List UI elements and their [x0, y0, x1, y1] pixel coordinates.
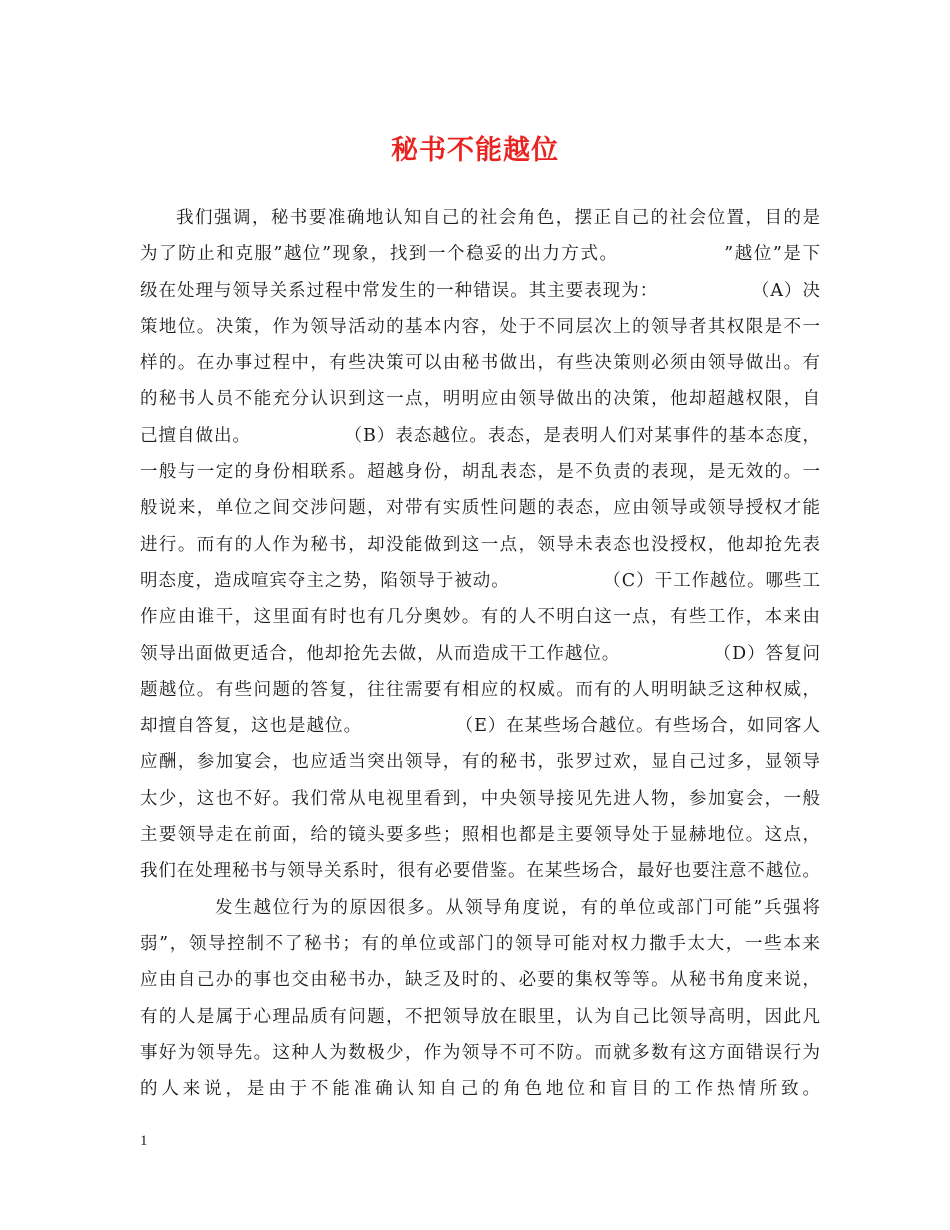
- document-body: [140, 200, 820, 1107]
- text-line: 发生越位行为的原因很多。从领导角度说，有的单位或部门可能”兵强将: [215, 897, 820, 918]
- text-line: 事好为领导先。这种人为数极少，作为领导不可不防。而就多数有这方面错误行为: [140, 1042, 820, 1063]
- text-line: 领导出面做更适合，他却抢先去做，从而造成干工作越位。 （D）答复问: [140, 643, 820, 664]
- text-line: 一般与一定的身份相联系。超越身份，胡乱表态，是不负责的表现，是无效的。一: [140, 462, 820, 483]
- page-title: 秘书不能越位: [391, 135, 559, 166]
- text-line: 我们强调，秘书要准确地认知自己的社会角色，摆正自己的社会位置，目的是: [176, 208, 820, 228]
- text-line: 样的。在办事过程中，有些决策可以由秘书做出，有些决策则必须由领导做出。有: [140, 353, 820, 374]
- text-line: 为了防止和克服”越位”现象，找到一个稳妥的出力方式。 ”越位”是下: [140, 244, 820, 265]
- page-number: 1: [140, 1133, 148, 1149]
- text-line: 题越位。有些问题的答复，往往需要有相应的权威。而有的人明明缺乏这种权威，: [140, 679, 820, 700]
- text-line: 进行。而有的人作为秘书，却没能做到这一点，领导未表态也没授权，他却抢先表: [140, 534, 820, 555]
- text-line: 应酬，参加宴会，也应适当突出领导，有的秘书，张罗过欢，显自己过多，显领导: [140, 752, 820, 773]
- text-line: 我们在处理秘书与领导关系时，很有必要借鉴。在某些场合，最好也要注意不越位。: [140, 861, 820, 882]
- text-line: 己擅自做出。 （B）表态越位。表态，是表明人们对某事件的基本态度，: [140, 425, 820, 446]
- text-line: 主要领导走在前面，给的镜头要多些；照相也都是主要领导处于显赫地位。这点，: [140, 825, 820, 846]
- text-line: 般说来，单位之间交涉问题，对带有实质性问题的表态，应由领导或领导授权才能: [140, 498, 820, 519]
- text-line: 有的人是属于心理品质有问题，不把领导放在眼里，认为自己比领导高明，因此凡: [140, 1006, 820, 1027]
- text-line: 作应由谁干，这里面有时也有几分奥妙。有的人不明白这一点，有些工作，本来由: [140, 607, 820, 628]
- text-line: 明态度，造成喧宾夺主之势，陷领导于被动。 （C）干工作越位。哪些工: [140, 570, 820, 591]
- text-line: 弱”，领导控制不了秘书；有的单位或部门的领导可能对权力撒手太大，一些本来: [140, 933, 820, 954]
- text-line: 却擅自答复，这也是越位。 （E）在某些场合越位。有些场合，如同客人: [140, 716, 820, 737]
- text-line: 应由自己办的事也交由秘书办，缺乏及时的、必要的集权等等。从秘书角度来说，: [140, 970, 820, 991]
- text-line: 的人来说，是由于不能准确认知自己的角色地位和盲目的工作热情所致。: [140, 1079, 820, 1100]
- text-line: 太少，这也不好。我们常从电视里看到，中央领导接见先进人物，参加宴会，一般: [140, 788, 820, 809]
- text-line: 的秘书人员不能充分认识到这一点，明明应由领导做出的决策，他却超越权限，自: [140, 389, 820, 410]
- text-line: 策地位。决策，作为领导活动的基本内容，处于不同层次上的领导者其权限是不一: [140, 316, 820, 337]
- text-line: 级在处理与领导关系过程中常发生的一种错误。其主要表现为： （A）决: [140, 280, 820, 301]
